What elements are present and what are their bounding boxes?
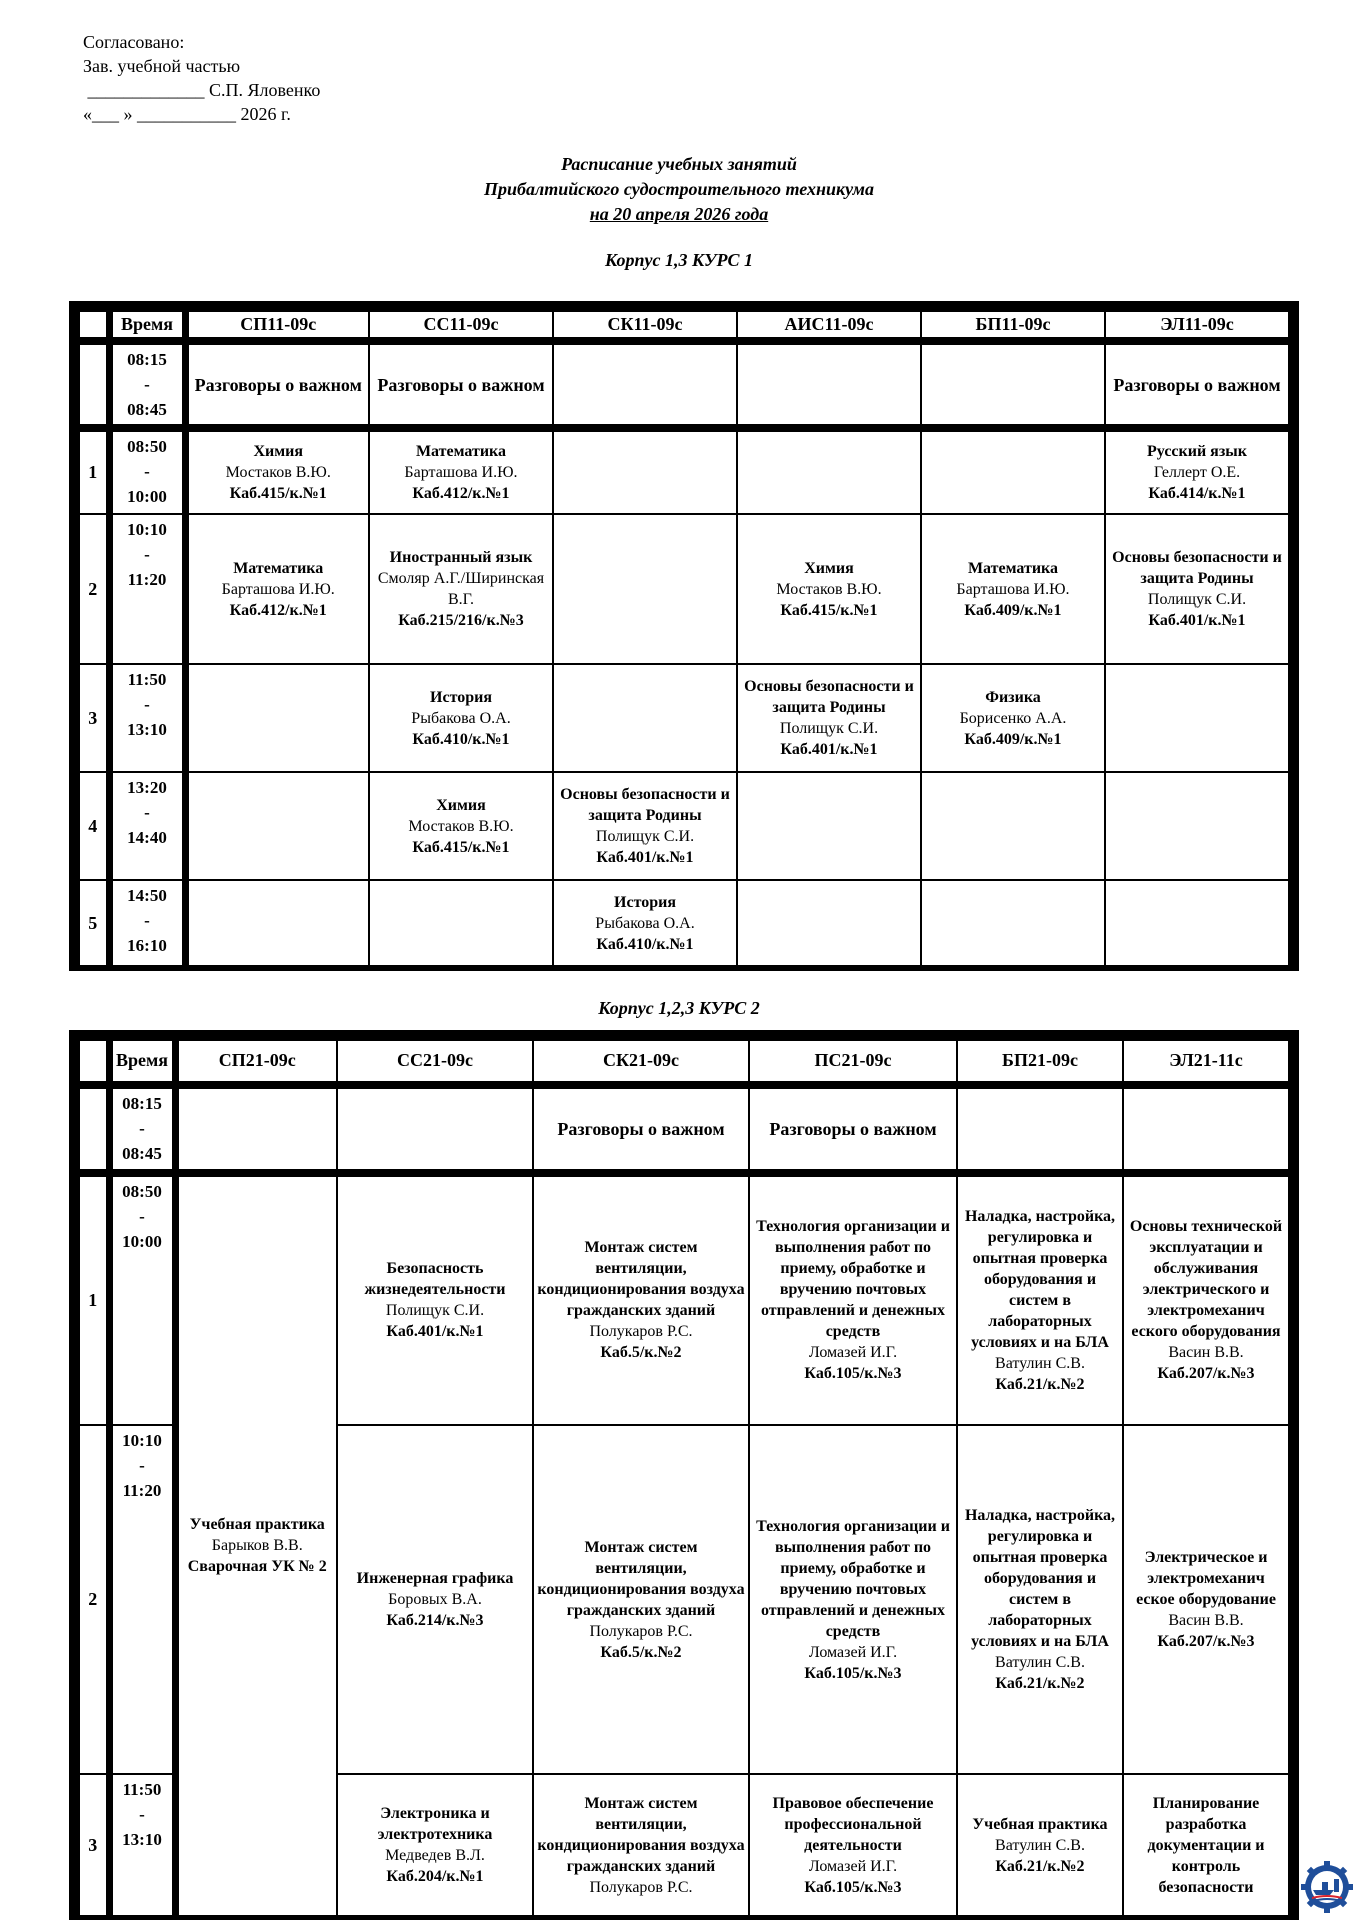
lesson-cell xyxy=(337,1425,533,1774)
lesson-subject: Правовое обеспечение профессиональной деятельности xyxy=(772,1794,934,1854)
group-header: ПС21-09с xyxy=(749,1040,957,1085)
lesson-subject: Основы технической эксплуатации и обслуживания электрического и электромеханич еского оборудования xyxy=(1129,1218,1283,1341)
lesson-subject: Технология организации и выполнения работ по приему, обработке и вручению почтовых отправлений и денежных средств xyxy=(756,1218,950,1341)
group-header: АИС11-09с xyxy=(737,311,921,341)
time-part: 11:20 xyxy=(122,1481,162,1501)
time-part: 16:10 xyxy=(127,936,167,955)
lesson-teacher: Ломазей И.Г. xyxy=(808,1643,898,1661)
lesson-room: Каб.207/к.№3 xyxy=(1157,1633,1255,1651)
time-part: - xyxy=(144,375,150,394)
lesson-teacher: Ватулин С.В. xyxy=(995,1836,1085,1854)
approval-date: «___ » ___________ 2026 г. xyxy=(83,104,291,124)
lesson-teacher: Барташова И.Ю. xyxy=(221,580,335,598)
lesson-subject: Химия xyxy=(436,796,486,814)
lesson-teacher: Барташова И.Ю. xyxy=(956,580,1070,598)
lesson-room: Каб.214/к.№3 xyxy=(386,1612,484,1630)
schedule-row xyxy=(79,772,1289,880)
title-line-2: Прибалтийского судостроительного техникума xyxy=(484,179,874,199)
lesson-subject: Химия xyxy=(253,443,304,460)
lesson-room: Каб.21/к.№2 xyxy=(995,1375,1085,1393)
lesson-subject: Русский язык xyxy=(1147,443,1247,460)
lesson-teacher: Васин В.В. xyxy=(1168,1344,1244,1362)
time-part: 14:40 xyxy=(127,828,167,847)
lesson-cell xyxy=(553,514,737,664)
lesson-teacher: Полищук С.И. xyxy=(595,828,695,845)
lesson-cell xyxy=(749,1774,957,1916)
time-slot xyxy=(109,772,185,880)
lesson-teacher: Ватулин С.В. xyxy=(995,1654,1085,1672)
lesson-teacher: Рыбакова О.А. xyxy=(411,709,511,727)
lesson-cell xyxy=(1123,1425,1289,1774)
time-slot xyxy=(109,1425,175,1774)
lesson-subject: Планирование разработка документации и контроль безопасности xyxy=(1147,1794,1265,1896)
lesson-room: Каб.21/к.№2 xyxy=(995,1857,1085,1875)
time-part: 08:15 xyxy=(127,350,167,369)
lesson-subject: Учебная практика xyxy=(189,1516,325,1534)
lesson-cell: Разговоры о важном xyxy=(533,1085,749,1173)
time-slot xyxy=(109,664,185,772)
lesson-room: Каб.207/к.№3 xyxy=(1157,1365,1255,1383)
section-heading-course-2: Корпус 1,2,3 КУРС 2 xyxy=(598,998,760,1018)
lesson-subject: Учебная практика xyxy=(972,1815,1108,1833)
lesson-subject: Химия xyxy=(804,559,854,577)
lesson-teacher: Боровых В.А. xyxy=(388,1591,482,1609)
lesson-cell xyxy=(185,514,369,664)
lesson-cell xyxy=(957,1085,1123,1173)
lesson-number xyxy=(79,1085,109,1173)
time-part: - xyxy=(139,1206,145,1226)
time-slot xyxy=(109,1173,175,1426)
lesson-cell xyxy=(369,664,553,772)
lesson-room: Каб.415/к.№1 xyxy=(780,601,878,619)
lesson-teacher: Медведев В.Л. xyxy=(385,1847,485,1865)
lesson-cell xyxy=(369,341,553,428)
group-header: ЭЛ21-11с xyxy=(1123,1040,1289,1085)
row-number-header xyxy=(79,311,109,341)
lesson-cell xyxy=(1105,341,1289,428)
lesson-room: Каб.5/к.№2 xyxy=(600,1643,682,1661)
time-header: Время xyxy=(109,1040,175,1085)
lesson-cell xyxy=(553,880,737,966)
time-part: 13:10 xyxy=(127,720,167,739)
group-header: СП11-09с xyxy=(185,311,369,341)
lesson-subject: Наладка, настройка, регулировка и опытная проверка оборудования и систем в лабораторных условиях и на БЛА xyxy=(964,1507,1116,1651)
lesson-cell xyxy=(533,1774,749,1916)
lesson-cell xyxy=(1123,1173,1289,1426)
time-part: 10:00 xyxy=(122,1231,162,1251)
lesson-teacher: Барташова И.Ю. xyxy=(404,464,518,481)
lesson-cell xyxy=(553,664,737,772)
lesson-room: Каб.412/к.№1 xyxy=(229,601,327,619)
time-slot xyxy=(109,1085,175,1173)
lesson-teacher: Мостаков В.Ю. xyxy=(408,817,514,835)
time-part: 08:45 xyxy=(122,1143,162,1163)
document-title xyxy=(0,152,1358,227)
lesson-room: Каб.409/к.№1 xyxy=(964,730,1062,748)
lesson-room: Каб.105/к.№3 xyxy=(804,1664,902,1682)
lesson-cell xyxy=(369,880,553,966)
time-part: 11:20 xyxy=(127,570,167,589)
schedule-row xyxy=(79,1173,1289,1426)
time-header: Время xyxy=(109,311,185,341)
lesson-teacher: Ватулин С.В. xyxy=(995,1354,1085,1372)
lesson-cell: Разговоры о важном xyxy=(749,1085,957,1173)
time-part: - xyxy=(139,1805,145,1825)
time-part: - xyxy=(144,911,150,930)
group-header: СК21-09с xyxy=(533,1040,749,1085)
lesson-cell xyxy=(737,514,921,664)
lesson-subject: Математика xyxy=(415,443,507,460)
group-header: СС21-09с xyxy=(337,1040,533,1085)
lesson-cell xyxy=(749,1425,957,1774)
lesson-teacher: Полищук С.И. xyxy=(385,1302,485,1320)
lesson-cell xyxy=(533,1425,749,1774)
lesson-cell xyxy=(1105,514,1289,664)
lesson-cell xyxy=(921,341,1105,428)
schedule-row xyxy=(79,428,1289,514)
schedule-row xyxy=(79,664,1289,772)
lesson-teacher: Мостаков В.Ю. xyxy=(776,580,882,598)
lesson-number xyxy=(79,341,109,428)
lesson-cell xyxy=(369,514,553,664)
header-row xyxy=(79,1040,1289,1085)
lesson-room: Каб.410/к.№1 xyxy=(412,730,510,748)
approval-position: Зав. учебной частью xyxy=(83,56,241,76)
time-part: 08:50 xyxy=(122,1181,162,1201)
group-header: СП21-09с xyxy=(175,1040,337,1085)
approval-signature: _____________ С.П. Яловенко xyxy=(83,80,321,100)
time-part: - xyxy=(144,462,150,481)
lesson-subject: Электроника и электротехника xyxy=(377,1805,493,1844)
lesson-subject: Монтаж систем вентиляции, кондиционирования воздуха гражданских зданий xyxy=(537,1538,745,1619)
lesson-cell xyxy=(737,772,921,880)
time-part: - xyxy=(139,1456,145,1476)
time-slot xyxy=(109,1774,175,1916)
time-part: 08:45 xyxy=(127,400,167,419)
lesson-number: 5 xyxy=(79,880,109,966)
lesson-cell xyxy=(337,1774,533,1916)
lesson-cell xyxy=(1105,428,1289,514)
lesson-room: Каб.204/к.№1 xyxy=(386,1868,484,1886)
lesson-subject: История xyxy=(430,688,492,706)
lesson-cell xyxy=(749,1173,957,1426)
lesson-room: Каб.105/к.№3 xyxy=(804,1878,902,1896)
lesson-room: Каб.409/к.№1 xyxy=(964,601,1062,619)
lesson-cell xyxy=(369,428,553,514)
group-header: БП21-09с xyxy=(957,1040,1123,1085)
approval-block xyxy=(83,30,320,126)
lesson-cell xyxy=(185,341,369,428)
lesson-subject: Монтаж систем вентиляции, кондиционирования воздуха гражданских зданий xyxy=(537,1794,745,1875)
lesson-number: 2 xyxy=(79,1425,109,1774)
lesson-subject: Разговоры о важном xyxy=(1113,374,1281,395)
lesson-cell xyxy=(737,428,921,514)
lesson-number: 1 xyxy=(79,1173,109,1426)
lesson-cell xyxy=(921,514,1105,664)
time-part: 10:10 xyxy=(127,520,167,539)
time-part: 13:20 xyxy=(127,778,167,797)
lesson-cell xyxy=(1123,1085,1289,1173)
lesson-room: Каб.410/к.№1 xyxy=(596,935,694,953)
lesson-teacher: Смоляр А.Г./Ширинская В.Г. xyxy=(377,570,545,608)
time-slot xyxy=(109,514,185,664)
lesson-subject: История xyxy=(614,893,676,911)
lesson-subject: Монтаж систем вентиляции, кондиционирования воздуха гражданских зданий xyxy=(537,1239,745,1320)
time-slot xyxy=(109,880,185,966)
group-header: СК11-09с xyxy=(553,311,737,341)
lesson-teacher: Мостаков В.Ю. xyxy=(225,464,331,481)
time-part: 13:10 xyxy=(122,1830,162,1850)
lesson-cell xyxy=(185,664,369,772)
lesson-subject: Физика xyxy=(985,688,1041,706)
group-header: ЭЛ11-09с xyxy=(1105,311,1289,341)
lesson-number: 3 xyxy=(79,664,109,772)
lesson-teacher: Рыбакова О.А. xyxy=(595,914,695,932)
header-row xyxy=(79,311,1289,341)
lesson-number: 1 xyxy=(79,428,109,514)
lesson-room: Каб.414/к.№1 xyxy=(1148,485,1246,502)
schedule-row xyxy=(79,341,1289,428)
lesson-cell xyxy=(737,880,921,966)
college-logo-icon xyxy=(1300,1860,1354,1914)
lesson-subject: Наладка, настройка, регулировка и опытная проверка оборудования и систем в лабораторных условиях и на БЛА xyxy=(964,1207,1116,1351)
lesson-room: Каб.401/к.№1 xyxy=(780,741,878,758)
lesson-subject: Инженерная графика xyxy=(356,1570,514,1588)
lesson-cell xyxy=(175,1085,337,1173)
row-number-header xyxy=(79,1040,109,1085)
lesson-cell xyxy=(921,428,1105,514)
schedule-row xyxy=(79,1085,1289,1173)
lesson-cell xyxy=(737,341,921,428)
lesson-number: 2 xyxy=(79,514,109,664)
lesson-number: 4 xyxy=(79,772,109,880)
lesson-cell xyxy=(1123,1774,1289,1916)
time-part: 14:50 xyxy=(127,886,167,905)
lesson-cell xyxy=(185,880,369,966)
lesson-teacher: Ломазей И.Г. xyxy=(808,1857,898,1875)
lesson-subject: Математика xyxy=(233,559,324,577)
lesson-room: Каб.105/к.№3 xyxy=(804,1365,902,1383)
lesson-room: Каб.412/к.№1 xyxy=(412,485,510,502)
lesson-teacher: Ломазей И.Г. xyxy=(808,1344,898,1362)
lesson-cell xyxy=(957,1425,1123,1774)
lesson-room: Каб.401/к.№1 xyxy=(386,1323,484,1341)
time-part: - xyxy=(144,695,150,714)
lesson-cell xyxy=(921,664,1105,772)
time-slot xyxy=(109,428,185,514)
lesson-subject: Основы безопасности и защита Родины xyxy=(560,786,730,824)
lesson-room: Каб.415/к.№1 xyxy=(229,485,327,502)
lesson-number: 3 xyxy=(79,1774,109,1916)
lesson-cell xyxy=(553,341,737,428)
time-part: 10:10 xyxy=(122,1431,162,1451)
lesson-cell xyxy=(921,880,1105,966)
lesson-cell xyxy=(1105,664,1289,772)
lesson-cell xyxy=(185,428,369,514)
lesson-subject: Основы безопасности и защита Родины xyxy=(744,678,914,716)
lesson-cell xyxy=(921,772,1105,880)
time-part: 08:15 xyxy=(122,1093,162,1113)
lesson-room: Каб.415/к.№1 xyxy=(412,838,510,856)
lesson-teacher: Полукаров Р.С. xyxy=(589,1878,693,1896)
lesson-room: Каб.401/к.№1 xyxy=(596,849,694,866)
time-part: 11:50 xyxy=(127,670,167,689)
lesson-subject: Безопасность жизнедеятельности xyxy=(364,1260,506,1299)
time-part: 10:00 xyxy=(127,487,167,506)
lesson-teacher: Полищук С.И. xyxy=(779,720,879,737)
lesson-cell xyxy=(1105,772,1289,880)
time-part: - xyxy=(144,545,150,564)
section-heading-course-1: Корпус 1,3 КУРС 1 xyxy=(604,250,753,270)
lesson-subject: Электрическое и электромеханич еское оборудование xyxy=(1136,1549,1276,1609)
lesson-subject: Основы безопасности и защита Родины xyxy=(1112,549,1282,587)
lesson-teacher: Полищук С.И. xyxy=(1147,591,1247,608)
lesson-teacher: Полукаров Р.С. xyxy=(589,1622,693,1640)
lesson-cell xyxy=(369,772,553,880)
title-date: на 20 апреля 2026 года xyxy=(589,204,769,224)
lesson-subject: Разговоры о важном xyxy=(377,374,545,395)
schedule-row xyxy=(79,514,1289,664)
time-part: 08:50 xyxy=(127,437,167,456)
lesson-subject: Технология организации и выполнения работ по приему, обработке и вручению почтовых отправлений и денежных средств xyxy=(756,1517,950,1640)
lesson-cell xyxy=(185,772,369,880)
approval-line: Согласовано: xyxy=(83,32,185,52)
lesson-cell xyxy=(737,664,921,772)
lesson-room: Каб.21/к.№2 xyxy=(995,1675,1085,1693)
time-part: - xyxy=(139,1118,145,1138)
lesson-subject: Математика xyxy=(967,559,1059,577)
schedule-row xyxy=(79,880,1289,966)
lesson-subject: Разговоры о важном xyxy=(194,374,362,395)
lesson-cell xyxy=(1105,880,1289,966)
lesson-teacher: Полукаров Р.С. xyxy=(589,1323,693,1341)
lesson-teacher: Геллерт О.Е. xyxy=(1153,464,1241,481)
group-header: СС11-09с xyxy=(369,311,553,341)
lesson-teacher: Васин В.В. xyxy=(1168,1612,1244,1630)
lesson-room: Каб.401/к.№1 xyxy=(1148,612,1246,629)
time-part: 11:50 xyxy=(122,1780,162,1800)
group-header: БП11-09с xyxy=(921,311,1105,341)
lesson-cell xyxy=(337,1085,533,1173)
lesson-room: Сварочная УК № 2 xyxy=(187,1558,327,1576)
lesson-cell xyxy=(553,428,737,514)
lesson-cell xyxy=(533,1173,749,1426)
lesson-room: Каб.5/к.№2 xyxy=(600,1344,682,1362)
schedule-table-course-2 xyxy=(69,1030,1299,1920)
lesson-cell xyxy=(957,1774,1123,1916)
time-part: - xyxy=(144,803,150,822)
lesson-teacher: Борисенко А.А. xyxy=(959,709,1067,727)
lesson-cell xyxy=(337,1173,533,1426)
title-line-1: Расписание учебных занятий xyxy=(561,154,797,174)
merged-practice-cell xyxy=(175,1173,337,1917)
time-slot xyxy=(109,341,185,428)
lesson-cell xyxy=(957,1173,1123,1426)
lesson-cell xyxy=(553,772,737,880)
lesson-room: Каб.215/216/к.№3 xyxy=(398,612,524,629)
lesson-subject: Иностранный язык xyxy=(389,549,533,566)
schedule-table-course-1 xyxy=(69,301,1299,971)
lesson-teacher: Барыков В.В. xyxy=(211,1537,303,1555)
